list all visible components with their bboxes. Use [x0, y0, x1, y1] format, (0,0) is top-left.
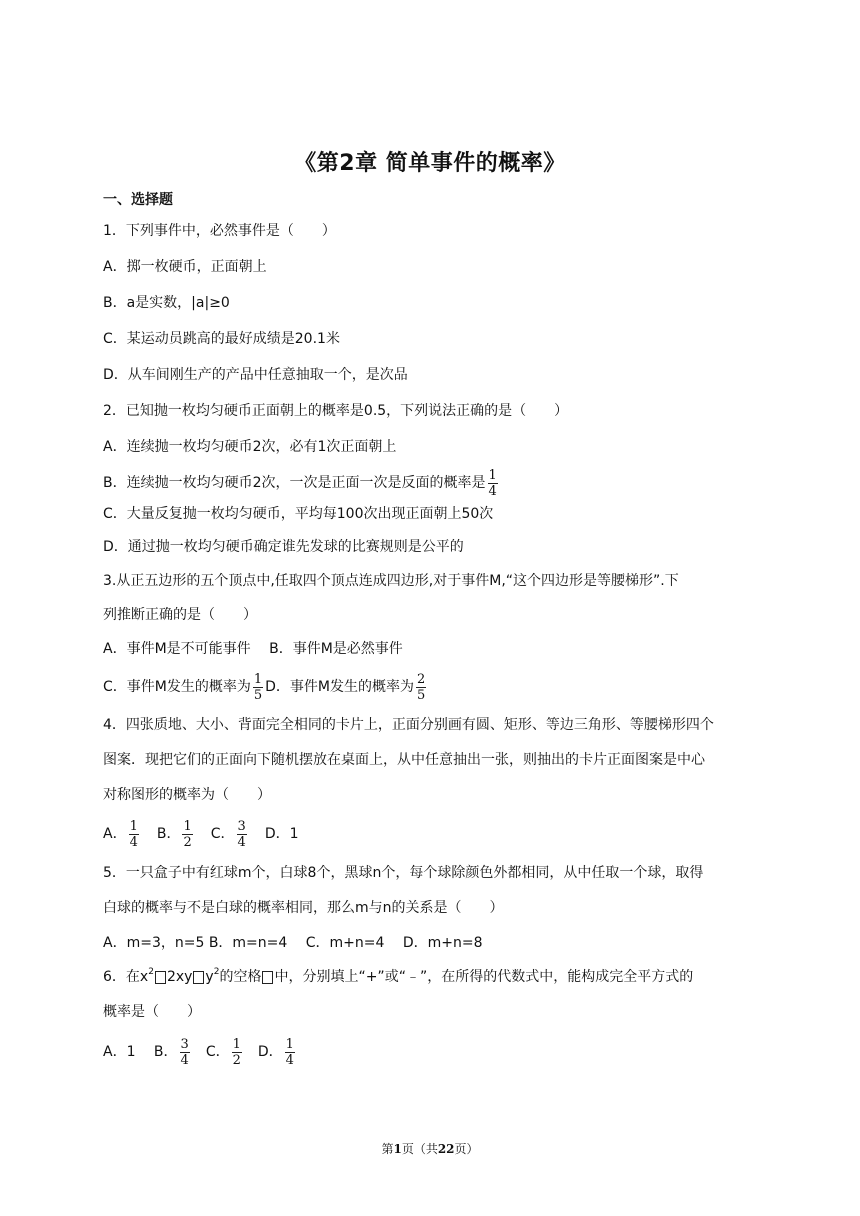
q2-option-d: D．通过抛一枚均匀硬币确定谁先发球的比赛规则是公平的 — [103, 539, 464, 555]
fraction-denominator: 4 — [488, 483, 497, 499]
footer-pre: 第 — [381, 1142, 394, 1156]
fraction-numerator: 3 — [180, 1036, 189, 1052]
page-total: 22 — [437, 1142, 455, 1156]
fraction — [416, 673, 426, 702]
q4-stem-line-3: 对称图形的概率为（ ） — [103, 787, 271, 803]
q4-option-a-label: A． — [103, 826, 127, 842]
q4-stem-line-2: 图案．现把它们的正面向下随机摆放在桌面上，从中任意抽出一张，则抽出的卡片正面图案是中心 — [103, 752, 705, 768]
q5-options: A．m=3，n=5 B．m=n=4 C．m+n=4 D．m+n=8 — [103, 935, 483, 951]
q6-option-ab-label: A．1 B． — [103, 1044, 178, 1060]
q4-option-b-label: B． — [156, 826, 181, 842]
q6-option-d-label: D． — [257, 1044, 283, 1060]
blank-box — [193, 971, 204, 984]
fraction-denominator: 4 — [285, 1052, 294, 1068]
fraction-denominator: 2 — [183, 834, 192, 850]
q2-option-b-text: B．连续抛一枚均匀硬币2次，一次是正面一次是反面的概率是 — [103, 475, 486, 491]
q4-options — [103, 818, 299, 850]
q6-option-c-label: C． — [205, 1044, 230, 1060]
blank-box — [155, 971, 166, 984]
document-title: 《第2章 简单事件的概率》 — [294, 151, 566, 176]
q6-stem-mid: 2xy — [166, 969, 193, 985]
q6-stem-post: 的空格 — [219, 969, 262, 985]
fraction-numerator: 1 — [232, 1036, 241, 1052]
fraction-numerator: 2 — [417, 671, 426, 687]
fraction — [253, 673, 263, 702]
fraction-numerator: 1 — [183, 818, 192, 834]
page-number: 1 — [393, 1142, 402, 1156]
q6-stem-pre: 6．在x — [103, 969, 149, 985]
q4-stem-line-1: 4．四张质地、大小、背面完全相同的卡片上，正面分别画有圆、矩形、等边三角形、等腰梯形四个 — [103, 717, 714, 733]
fraction — [129, 820, 139, 849]
blank-box — [262, 971, 273, 984]
fraction — [488, 469, 498, 498]
fraction-numerator: 1 — [253, 671, 263, 687]
q5-stem-line-2: 白球的概率与不是白球的概率相同，那么m与n的关系是（ ） — [103, 900, 504, 916]
fraction — [232, 1038, 242, 1067]
q3-stem-line-2: 列推断正确的是（ ） — [103, 607, 257, 623]
q6-stem-post2: 中，分别填上“+”或“﹣”，在所得的代数式中，能构成完全平方式的 — [274, 969, 694, 985]
q5-stem-line-1: 5．一只盒子中有红球m个，白球8个，黑球n个，每个球除颜色外都相同，从中任取一个球，取得 — [103, 865, 704, 881]
fraction — [237, 820, 247, 849]
q3-stem-line-1: 3.从正五边形的五个顶点中,任取四个顶点连成四边形,对于事件M,“这个四边形是等腰梯形”.下 — [103, 573, 679, 589]
footer-post: 页） — [454, 1142, 479, 1156]
q1-option-a: A．掷一枚硬币，正面朝上 — [103, 259, 267, 275]
q3-option-d-text: D．事件M发生的概率为 — [265, 679, 414, 695]
q1-option-d: D．从车间刚生产的产品中任意抽取一个，是次品 — [103, 367, 408, 383]
fraction-denominator: 4 — [180, 1052, 189, 1068]
fraction-denominator: 2 — [232, 1052, 241, 1068]
fraction-denominator: 5 — [253, 687, 263, 703]
q4-option-d: D．1 — [264, 826, 299, 842]
fraction — [182, 820, 192, 849]
q2-option-a: A．连续抛一枚均匀硬币2次，必有1次正面朝上 — [103, 439, 397, 455]
q3-option-c-text: C．事件M发生的概率为 — [103, 679, 251, 695]
fraction-denominator: 5 — [417, 687, 426, 703]
fraction-denominator: 4 — [129, 834, 138, 850]
q1-option-c: C．某运动员跳高的最好成绩是20.1米 — [103, 331, 340, 347]
q1-stem: 1．下列事件中，必然事件是（ ） — [103, 223, 336, 239]
q4-option-c-label: C． — [210, 826, 235, 842]
q6-stem-mid2: y — [205, 969, 214, 985]
q2-option-c: C．大量反复抛一枚均匀硬币，平均每100次出现正面朝上50次 — [103, 506, 494, 522]
q2-stem: 2．已知抛一枚均匀硬币正面朝上的概率是0.5，下列说法正确的是（ ） — [103, 403, 569, 419]
fraction — [285, 1038, 295, 1067]
page-footer — [0, 1140, 860, 1157]
q1-option-b: B．a是实数，|a|≥0 — [103, 295, 230, 311]
q2-option-b — [103, 468, 500, 498]
q3-options-ab: A．事件M是不可能事件 B．事件M是必然事件 — [103, 641, 403, 657]
fraction-numerator: 1 — [285, 1036, 294, 1052]
q6-stem-line-2: 概率是（ ） — [103, 1004, 201, 1020]
fraction-denominator: 4 — [237, 834, 246, 850]
fraction-numerator: 1 — [488, 467, 497, 483]
fraction-numerator: 1 — [129, 818, 138, 834]
section-heading: 一、选择题 — [103, 192, 173, 208]
footer-mid: 页（共 — [401, 1142, 438, 1156]
fraction-numerator: 3 — [237, 818, 246, 834]
q6-stem-line-1: 6．在x $^2$ 2xy y $^2$ 的空格 中，分别填上“+”或“﹣”，在所得的代数式中，能构成完全平方式的 — [103, 966, 693, 988]
fraction — [180, 1038, 190, 1067]
q3-options-cd — [103, 672, 428, 702]
q6-options — [103, 1036, 297, 1068]
